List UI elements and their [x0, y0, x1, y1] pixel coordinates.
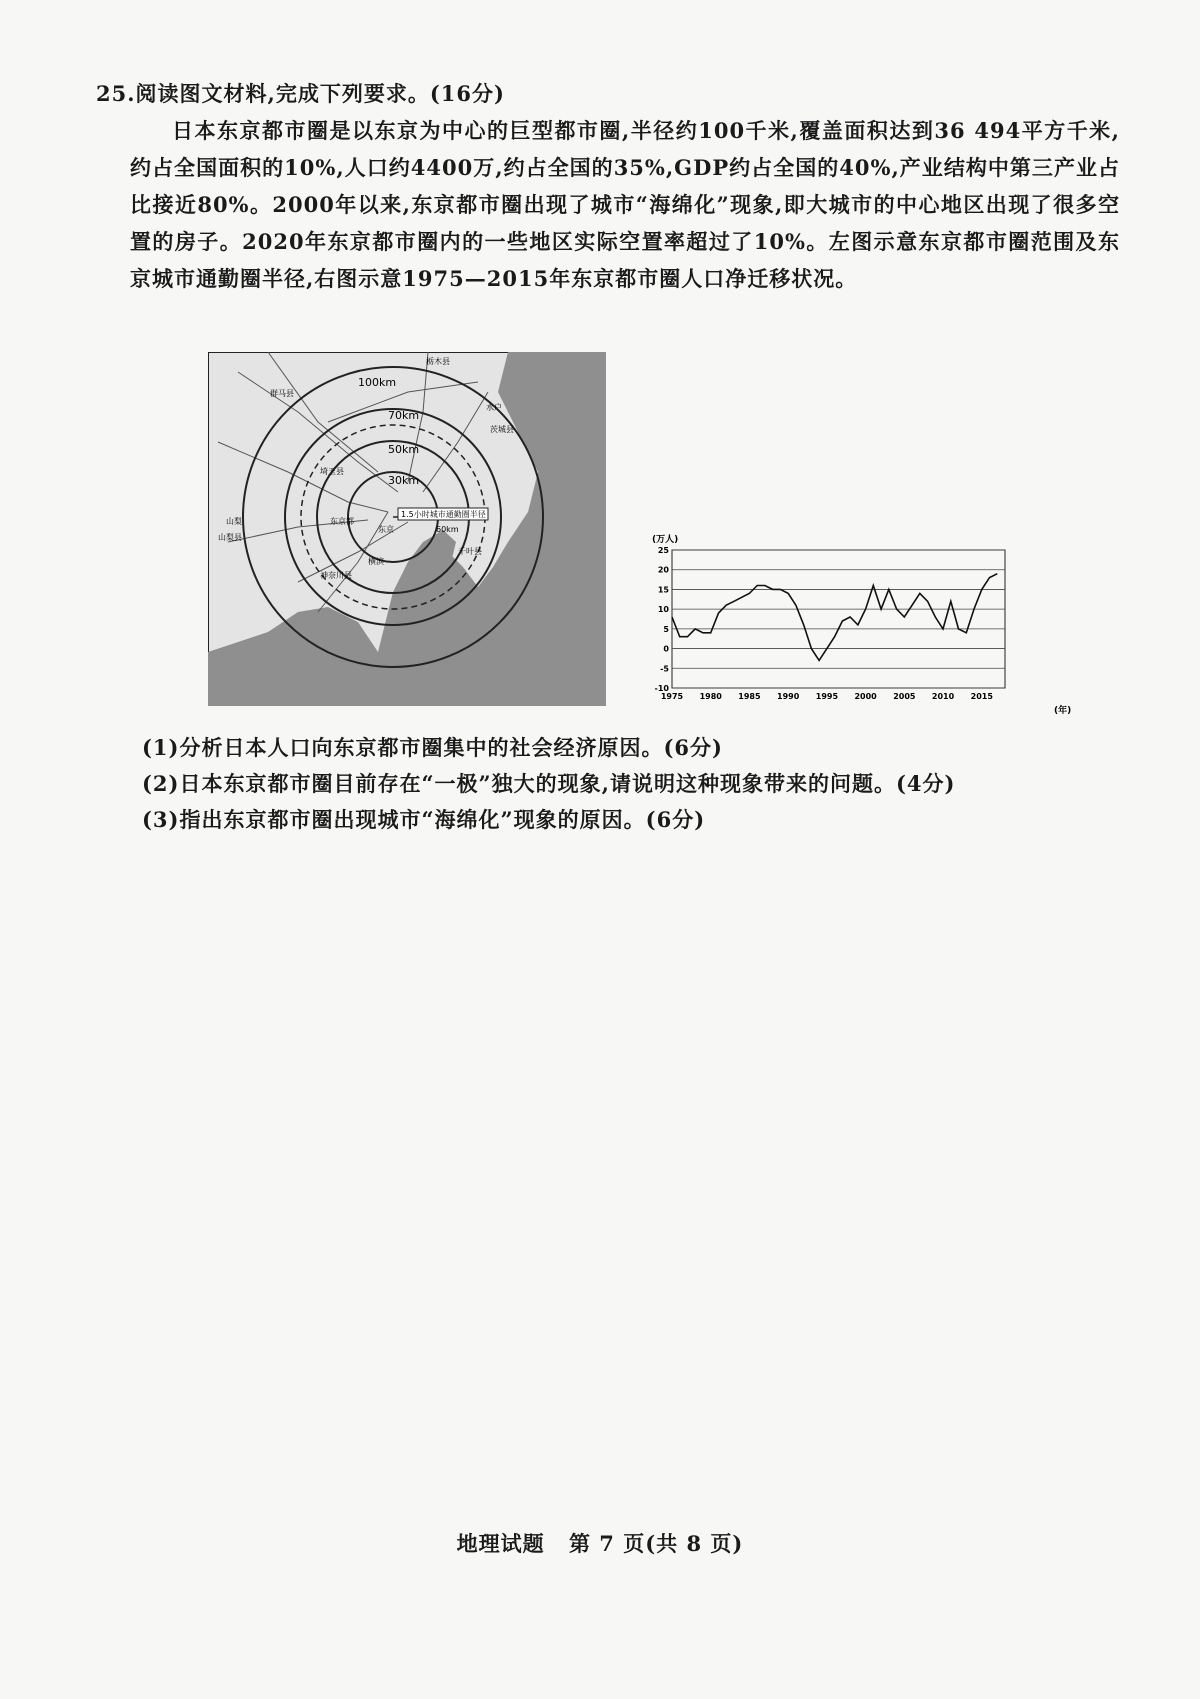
x-tick-label: 2005 [893, 692, 916, 701]
x-tick-label: 1985 [738, 692, 761, 701]
place-tokyo-to: 东京都 [330, 517, 354, 526]
subquestion-3: (3)指出东京都市圈出现城市“海绵化”现象的原因。(6分) [142, 807, 706, 832]
y-tick-label: 20 [657, 565, 669, 575]
subquestion-1: (1)分析日本人口向东京都市圈集中的社会经济原因。(6分) [142, 735, 723, 760]
material-paragraph: 日本东京都市圈是以东京为中心的巨型都市圈,半径约100千米,覆盖面积达到36 494平方千米,约占全国面积的10%,人口约4400万,约占全国的35%,GDP约占全国的40%,产业结构中第三产业占比接近80%。2000年以来,东京都市圈出现了城市“海绵化”现象,即大城市的中心地区出现了很多空置的房子。2020年东京都市圈内的一些地区实际空置率超过了10%。左图示意东京都市圈范围及东京城市通勤圈半径,右图示意1975—2015年东京都市圈人口净迁移状况。 [130, 118, 1120, 291]
x-tick-label: 1995 [815, 692, 839, 701]
place-yamanashi-ken: 山梨县 [218, 533, 242, 542]
question-title: 25.阅读图文材料,完成下列要求。(16分) [96, 81, 505, 106]
place-chiba: 千叶县 [458, 547, 482, 556]
ring-label-30km: 30km [388, 474, 420, 487]
x-tick-label: 1990 [777, 692, 800, 701]
ring-label-100km: 100km [358, 376, 397, 389]
series-line [672, 574, 997, 661]
y-tick-label: 25 [657, 546, 669, 555]
x-tick-label: 1980 [699, 692, 722, 701]
page-footer [0, 1528, 1200, 1558]
x-tick-label: 2010 [931, 692, 955, 701]
y-tick-label: -10 [654, 684, 669, 693]
place-tokyo: 东京 [378, 525, 394, 534]
x-axis-unit: (年) [1054, 706, 1072, 716]
ring-label-70km: 70km [388, 409, 420, 422]
place-kanagawa: 神奈川县 [320, 571, 352, 580]
subquestion-2: (2)日本东京都市圈目前存在“一极”独大的现象,请说明这种现象带来的问题。(4分) [142, 771, 956, 796]
ring-label-50km: 50km [388, 443, 420, 456]
x-tick-label: 1975 [660, 692, 684, 701]
place-ibaraki: 茨城县 [490, 425, 514, 434]
commute-label: 1.5小时城市通勤圈半径 [401, 510, 486, 519]
migration-line-chart [650, 528, 1080, 718]
y-tick-label: 5 [663, 624, 669, 634]
place-mito: 水户 [486, 403, 502, 412]
footer-page: 第 7 页(共 8 页) [568, 1531, 744, 1556]
x-tick-label: 2015 [970, 692, 993, 701]
y-axis-unit: (万人) [652, 535, 679, 545]
y-tick-label: 15 [657, 585, 669, 595]
footer-subject: 地理试题 [456, 1531, 545, 1556]
commute-radius: 60km [436, 525, 459, 534]
tokyo-metro-map [208, 352, 606, 706]
x-tick-label: 2000 [854, 692, 877, 701]
place-yokohama: 横滨 [368, 557, 384, 566]
y-tick-label: -5 [660, 664, 669, 674]
place-tochigi: 栃木县 [426, 357, 450, 366]
place-saitama: 埼玉县 [320, 467, 344, 476]
place-yamanashi: 山梨 [226, 517, 242, 526]
place-gunma: 群马县 [270, 389, 294, 398]
y-tick-label: 0 [663, 644, 669, 654]
y-tick-label: 10 [657, 605, 669, 615]
subquestion-list [142, 730, 955, 838]
